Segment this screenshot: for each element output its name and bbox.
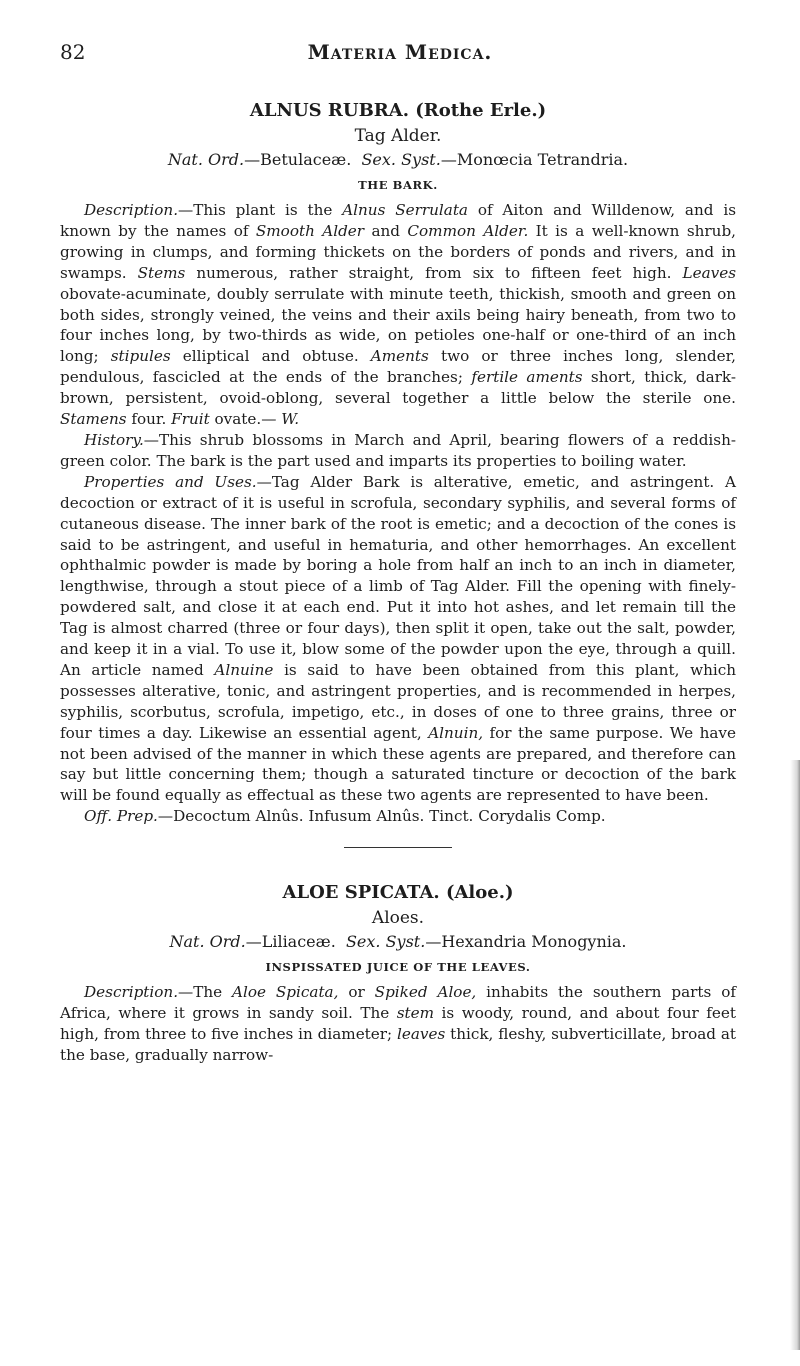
- text-run: —The: [178, 983, 233, 1002]
- page-body: [60, 98, 736, 1066]
- entry-aloe-spicata: [60, 880, 736, 1066]
- off-prep-label: Off. Prep.: [84, 807, 158, 826]
- entry-common-name: Tag Alder.: [354, 126, 442, 146]
- italic-term: Smooth Alder: [255, 221, 365, 240]
- text-run: and: [364, 221, 408, 240]
- text-run: obovate-acuminate, doubly serrulate with minute teeth, thickish, smooth and green on both sides, strongly veined, the veins and their axils being hairy beneath, from two to four inches long, by two-thirds as wide, on petioles one-half or one-third of an inch long;: [60, 284, 736, 366]
- part-used-heading: INSPISSATED JUICE OF THE LEAVES.: [265, 960, 531, 975]
- sex-syst-label: Sex. Syst.: [345, 932, 426, 952]
- text-run: is said to have been obtained from this plant, which possesses alterative, tonic, and astringent properties, and is recommended in herpes, syphilis, scorbutus, scrofula, impetigo, etc., in doses of one to three grains, three or four times a day. Likewise an essential agent,: [60, 660, 737, 742]
- italic-term: Aments: [370, 347, 429, 366]
- running-head: Materia Medica.: [307, 40, 493, 64]
- italic-term: Leaves: [682, 263, 736, 282]
- nat-ord-value: —Liliaceæ.: [245, 932, 336, 952]
- entry-alnus-rubra: [60, 98, 736, 827]
- text-run: four.: [126, 410, 172, 429]
- text-run: It is a well-known shrub, growing in clumps, and forming thickets on the borders of ponds and rivers, and in swamps.: [60, 221, 737, 282]
- italic-term: Stems: [137, 263, 186, 282]
- nat-ord-label: Nat. Ord.: [167, 150, 245, 169]
- part-used-heading: THE BARK.: [358, 178, 438, 192]
- text-run: —Tag Alder Bark is alterative, emetic, and astringent. A decoction or extract of it is useful in scrofula, secondary syphilis, and several forms of cutaneous disease. The inner bark of the root is emetic; and a decoction of the cones is said to be astringent, and useful in hematuria, and other hemorrhages. An excellent ophthalmic powder is made by boring a hole from half an inch to an inch in diameter, lengthwise, through a stout piece of a limb of Tag Alder. Fill the opening with finely-powdered salt, and close it at each end. Put it into hot ashes, and let remain till the Tag is almost charred (three or four days), then split it open, take out the salt, powder, and keep it in a vial. To use it, blow some of the powder upon the eye, through a quill. An article named: [60, 472, 736, 679]
- description-paragraph: [60, 982, 736, 1066]
- history-paragraph: [60, 430, 736, 472]
- description-label: Description.: [84, 201, 179, 219]
- entry-title: ALOE SPICATA. (Aloe.): [282, 882, 514, 904]
- text-run: elliptical and obtuse.: [170, 347, 371, 366]
- text-run: is woody, round, and about four feet high, from three to five inches in diameter;: [60, 1004, 737, 1043]
- italic-term: Stamens: [60, 410, 127, 429]
- properties-label: Properties and Uses.: [84, 472, 257, 491]
- properties-paragraph: [60, 472, 736, 807]
- italic-term: Alnuine: [214, 660, 274, 679]
- italic-term: Alnus Serrulata: [342, 201, 468, 219]
- text-run: inhabits the southern parts of Africa, where it grows in sandy soil. The: [60, 983, 736, 1023]
- text-run: thick, fleshy, subverticillate, broad at the base, gradually narrow-: [60, 1025, 737, 1064]
- italic-term: W.: [281, 410, 300, 429]
- page-number: 82: [60, 40, 86, 64]
- sex-syst-value: —Hexandria Monogynia.: [425, 932, 627, 952]
- page-header: [60, 40, 740, 66]
- section-divider: [344, 847, 452, 848]
- text-run: —This shrub blossoms in March and April, bearing flowers of a reddish-green color. The bark is the part used and imparts its properties to boiling water.: [60, 430, 736, 470]
- text-run: —This plant is the: [178, 201, 343, 219]
- italic-term: Fruit: [171, 410, 210, 429]
- text-run: numerous, rather straight, from six to fifteen feet high.: [185, 263, 683, 282]
- description-paragraph: [60, 200, 736, 430]
- sex-syst-value: —Monœcia Tetrandria.: [440, 150, 629, 169]
- text-run: or: [338, 983, 375, 1002]
- classification-line: [60, 930, 736, 954]
- entry-common-name: Aloes.: [371, 908, 425, 929]
- description-label: Description.: [84, 983, 179, 1002]
- text-run: —Decoctum Alnûs. Infusum Alnûs. Tinct. Corydalis Comp.: [157, 807, 606, 826]
- text-run: for the same purpose. We have not been advised of the manner in which these agents are prepared, and therefore can say but little concerning them; though a saturated tincture or decoction of the bark will be found equally as effectual as these two agents are represented to have been.: [60, 723, 736, 805]
- italic-term: Alnuin,: [428, 723, 484, 742]
- entry-title: ALNUS RUBRA. (Rothe Erle.): [249, 100, 547, 121]
- scan-page-edge-shadow: [790, 760, 800, 1350]
- classification-line: [60, 148, 736, 172]
- italic-term: Common Alder.: [407, 221, 529, 240]
- text-run: two or three inches long, slender, pendulous, fascicled at the ends of the branches;: [60, 347, 737, 387]
- nat-ord-value: —Betulaceæ.: [244, 150, 352, 169]
- nat-ord-label: Nat. Ord.: [169, 932, 246, 952]
- italic-term: Aloe Spicata,: [232, 983, 339, 1002]
- italic-term: stipules: [110, 347, 171, 366]
- sex-syst-label: Sex. Syst.: [361, 150, 441, 169]
- italic-term: stem: [396, 1004, 435, 1023]
- italic-term: fertile aments: [471, 368, 583, 387]
- off-prep-paragraph: [60, 806, 736, 827]
- text-run: short, thick, dark-brown, persistent, ovoid-oblong, several together a little below the sterile one.: [60, 368, 736, 408]
- history-label: History.: [84, 430, 144, 449]
- italic-term: leaves: [397, 1025, 446, 1043]
- italic-term: Spiked Aloe,: [374, 983, 477, 1002]
- text-run: of Aiton and Willdenow, and is known by the names of: [60, 201, 736, 240]
- text-run: ovate.—: [209, 410, 282, 429]
